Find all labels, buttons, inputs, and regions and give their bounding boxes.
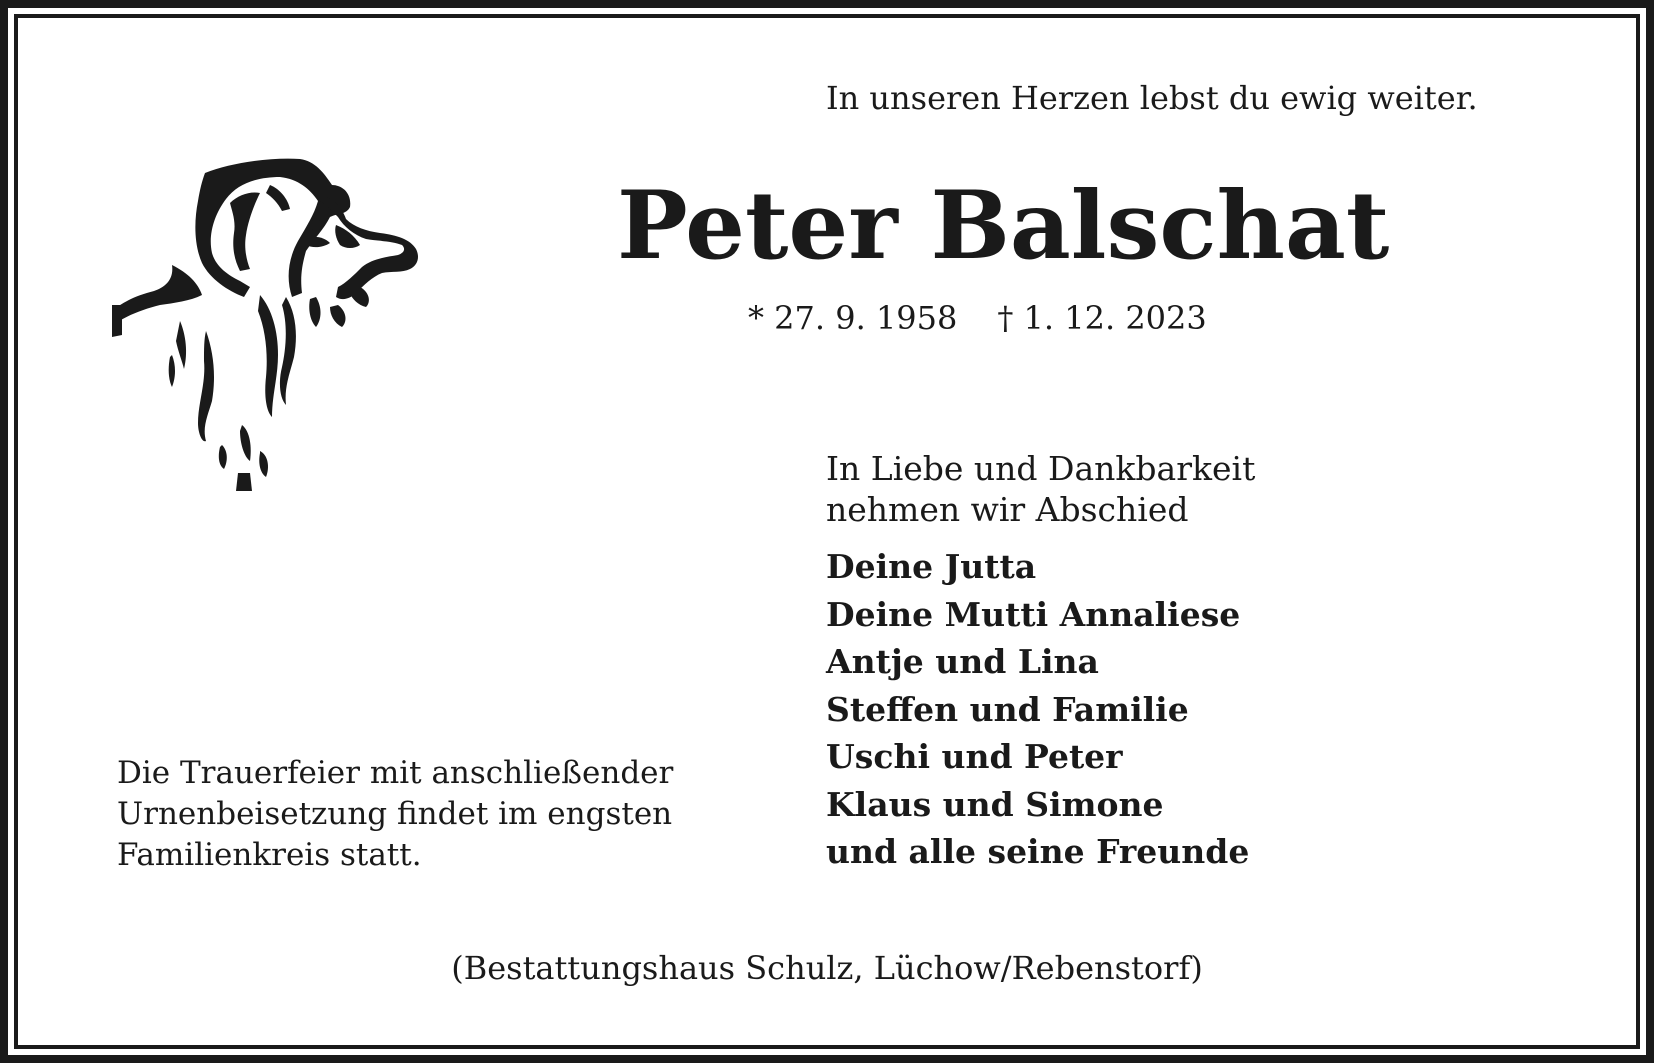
mourner-name: Steffen und Familie <box>826 689 1189 729</box>
death-date: † 1. 12. 2023 <box>997 299 1207 337</box>
farewell-line: nehmen wir Abschied <box>826 490 1189 529</box>
farewell-text <box>826 448 1255 530</box>
life-dates <box>748 296 1207 340</box>
ceremony-line: Familienkreis statt. <box>117 837 422 873</box>
dog-head-icon <box>110 155 450 495</box>
funeral-home-text: (Bestattungshaus Schulz, Lüchow/Rebenstorf) <box>451 949 1203 987</box>
mourner-name: und alle seine Freunde <box>826 832 1250 871</box>
funeral-home-credit <box>0 946 1654 990</box>
mourner-name: Uschi und Peter <box>826 737 1123 776</box>
mourner-name: Deine Jutta <box>826 547 1037 586</box>
ceremony-line: Urnenbeisetzung findet im engsten <box>117 796 673 832</box>
birth-date: * 27. 9. 1958 <box>748 299 958 337</box>
ceremony-line: Die Trauerfeier mit anschließender <box>117 755 674 791</box>
mourner-name: Klaus und Simone <box>826 784 1164 824</box>
mourner-name: Deine Mutti Annaliese <box>826 594 1241 634</box>
mourners-list <box>826 543 1249 876</box>
ceremony-notice <box>117 753 673 876</box>
deceased-name: Peter Balschat <box>617 171 1390 281</box>
motto-text: In unseren Herzen lebst du ewig weiter. <box>826 79 1478 117</box>
mourner-name: Antje und Lina <box>826 642 1099 681</box>
farewell-line: In Liebe und Dankbarkeit <box>826 449 1256 488</box>
